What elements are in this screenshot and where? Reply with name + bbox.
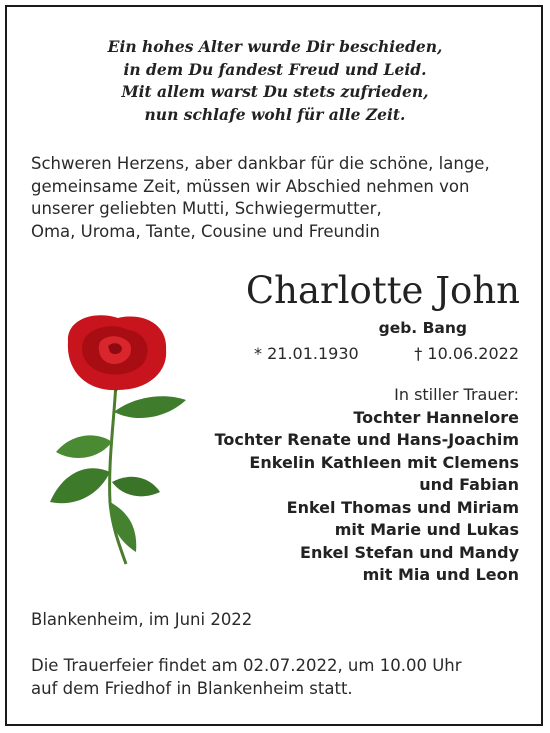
mourners-heading: In stiller Trauer: bbox=[394, 385, 519, 404]
intro-text bbox=[31, 153, 531, 243]
place-date: Blankenheim, im Juni 2022 bbox=[31, 610, 253, 629]
intro-line: unserer geliebten Mutti, Schwiegermutter, bbox=[31, 199, 382, 218]
mourner-line: mit Mia und Leon bbox=[362, 565, 519, 584]
mourner-line: Enkel Stefan und Mandy bbox=[300, 542, 519, 562]
intro-line: gemeinsame Zeit, müssen wir Abschied nehmen von bbox=[31, 176, 470, 196]
mourner-line: Enkel Thomas und Miriam bbox=[286, 497, 519, 517]
birth-date: * 21.01.1930 bbox=[254, 344, 359, 363]
poem-line: in dem Du fandest Freud und Leid. bbox=[123, 59, 427, 79]
intro-line: Schweren Herzens, aber dankbar für die schöne, lange, bbox=[31, 154, 490, 173]
mourner-line: Enkelin Kathleen mit Clemens bbox=[249, 452, 519, 472]
death-date: † 10.06.2022 bbox=[414, 344, 519, 363]
maiden-name: geb. Bang bbox=[378, 319, 467, 337]
mourner-line: Tochter Renate und Hans-Joachim bbox=[214, 430, 519, 449]
mourner-line: und Fabian bbox=[419, 475, 519, 494]
red-rose-icon bbox=[38, 312, 198, 572]
poem bbox=[0, 36, 550, 126]
mourners-list bbox=[189, 384, 519, 587]
mourner-line: Tochter Hannelore bbox=[353, 407, 519, 427]
poem-line: Mit allem warst Du stets zufrieden, bbox=[121, 82, 429, 101]
intro-line: Oma, Uroma, Tante, Cousine und Freundin bbox=[31, 221, 380, 241]
mourner-line: mit Marie und Lukas bbox=[334, 520, 519, 539]
deceased-name: Charlotte John bbox=[245, 269, 520, 312]
poem-line: Ein hohes Alter wurde Dir beschieden, bbox=[107, 37, 443, 56]
funeral-line: auf dem Friedhof in Blankenheim statt. bbox=[31, 678, 353, 698]
poem-line: nun schlafe wohl für alle Zeit. bbox=[144, 104, 406, 124]
funeral-line: Die Trauerfeier findet am 02.07.2022, um 10.00 Uhr bbox=[31, 656, 462, 675]
funeral-info bbox=[31, 655, 531, 700]
